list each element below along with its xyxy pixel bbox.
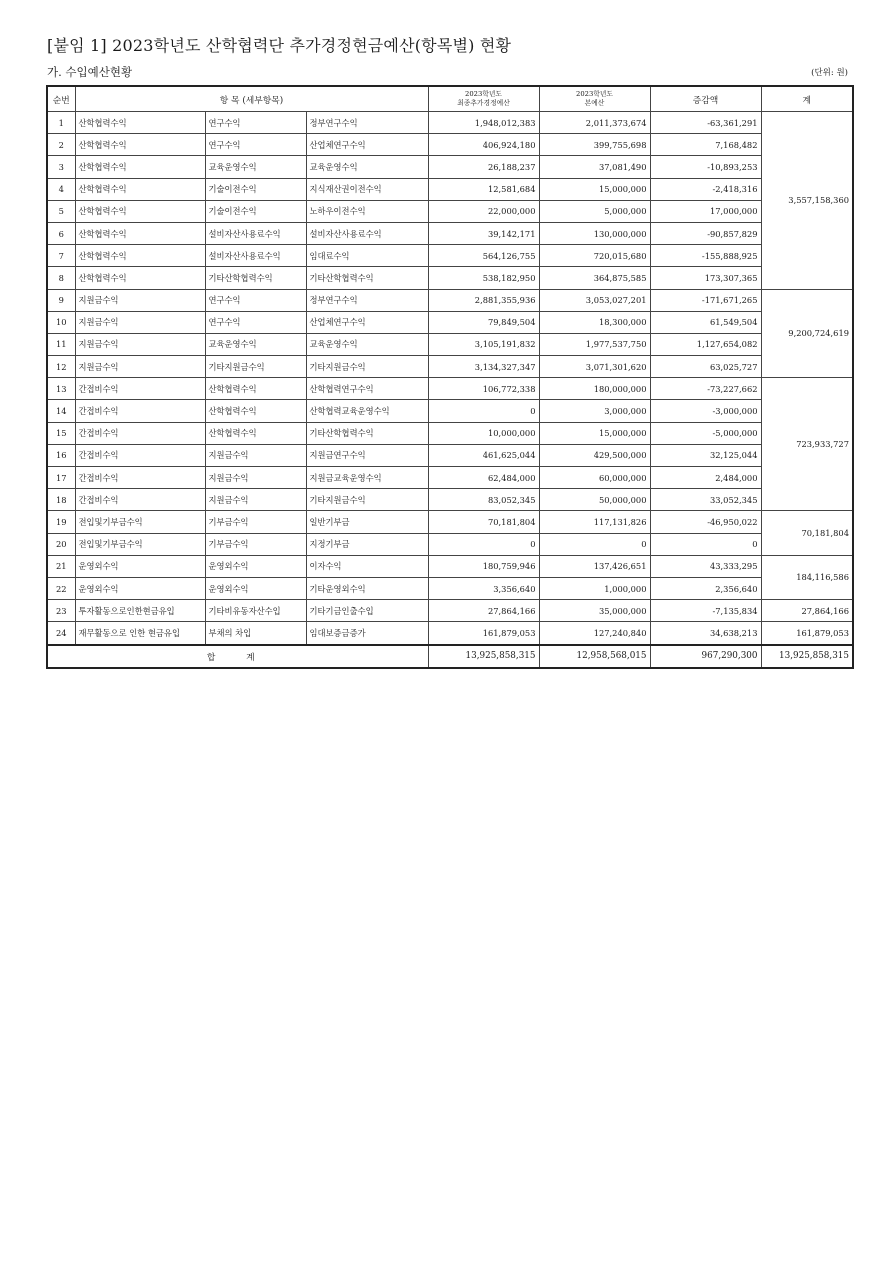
row-diff: 7,168,482	[650, 134, 761, 156]
row-category: 간접비수익	[75, 400, 205, 422]
grand-total-sum: 13,925,858,315	[761, 645, 853, 668]
row-category: 운영외수익	[75, 555, 205, 577]
row-subcategory: 지원금수익	[205, 444, 306, 466]
row-main-budget: 0	[539, 533, 650, 555]
row-number: 12	[47, 356, 75, 378]
row-final-budget: 26,188,237	[428, 156, 539, 178]
row-number: 23	[47, 600, 75, 622]
row-category: 산학협력수익	[75, 200, 205, 222]
row-main-budget: 37,081,490	[539, 156, 650, 178]
row-diff: 2,484,000	[650, 467, 761, 489]
header-main-line2: 본예산	[584, 99, 605, 107]
table-header-row	[47, 86, 853, 112]
header-main-budget	[539, 86, 650, 112]
row-main-budget: 1,977,537,750	[539, 333, 650, 355]
row-main-budget: 720,015,680	[539, 245, 650, 267]
unit-label: (단위: 원)	[811, 68, 848, 78]
row-number: 2	[47, 134, 75, 156]
row-diff: -73,227,662	[650, 378, 761, 400]
row-subcategory: 기술이전수익	[205, 178, 306, 200]
row-subcategory: 지원금수익	[205, 489, 306, 511]
row-number: 3	[47, 156, 75, 178]
row-subcategory: 설비자산사용료수익	[205, 245, 306, 267]
row-subcategory: 운영외수익	[205, 555, 306, 577]
row-detail-item: 지정기부금	[306, 533, 428, 555]
row-detail-item: 임대보증금증가	[306, 622, 428, 645]
row-number: 15	[47, 422, 75, 444]
row-category: 재무활동으로 인한 현금유입	[75, 622, 205, 645]
row-diff: 17,000,000	[650, 200, 761, 222]
row-diff: -7,135,834	[650, 600, 761, 622]
table-row	[47, 200, 853, 222]
row-number: 7	[47, 245, 75, 267]
group-total: 9,200,724,619	[761, 289, 853, 378]
revenue-budget-table	[46, 85, 854, 669]
row-number: 18	[47, 489, 75, 511]
row-main-budget: 3,071,301,620	[539, 356, 650, 378]
row-diff: 63,025,727	[650, 356, 761, 378]
row-number: 13	[47, 378, 75, 400]
row-diff: 0	[650, 533, 761, 555]
row-number: 6	[47, 222, 75, 244]
row-subcategory: 산학협력수익	[205, 400, 306, 422]
row-subcategory: 연구수익	[205, 311, 306, 333]
row-main-budget: 60,000,000	[539, 467, 650, 489]
table-row	[47, 112, 853, 134]
row-detail-item: 이자수익	[306, 555, 428, 577]
group-total: 3,557,158,360	[761, 112, 853, 290]
table-row	[47, 333, 853, 355]
row-category: 전입및기부금수익	[75, 533, 205, 555]
row-category: 간접비수익	[75, 378, 205, 400]
row-main-budget: 3,053,027,201	[539, 289, 650, 311]
row-main-budget: 180,000,000	[539, 378, 650, 400]
row-final-budget: 106,772,338	[428, 378, 539, 400]
table-row	[47, 622, 853, 645]
row-category: 간접비수익	[75, 489, 205, 511]
table-row	[47, 555, 853, 577]
row-final-budget: 22,000,000	[428, 200, 539, 222]
row-detail-item: 정부연구수익	[306, 112, 428, 134]
row-main-budget: 15,000,000	[539, 422, 650, 444]
row-detail-item: 산학협력교육운영수익	[306, 400, 428, 422]
row-number: 24	[47, 622, 75, 645]
row-main-budget: 3,000,000	[539, 400, 650, 422]
row-category: 전입및기부금수익	[75, 511, 205, 533]
grand-total-row	[47, 645, 853, 668]
table-row	[47, 577, 853, 599]
row-diff: -10,893,253	[650, 156, 761, 178]
row-number: 9	[47, 289, 75, 311]
row-main-budget: 18,300,000	[539, 311, 650, 333]
row-subcategory: 부채의 차입	[205, 622, 306, 645]
row-subcategory: 기타산학협력수익	[205, 267, 306, 289]
group-total: 27,864,166	[761, 600, 853, 622]
row-detail-item: 기타지원금수익	[306, 356, 428, 378]
row-category: 간접비수익	[75, 444, 205, 466]
row-detail-item: 교육운영수익	[306, 156, 428, 178]
row-final-budget: 12,581,684	[428, 178, 539, 200]
row-subcategory: 기타지원금수익	[205, 356, 306, 378]
group-total: 70,181,804	[761, 511, 853, 555]
group-total: 723,933,727	[761, 378, 853, 511]
header-main-line1: 2023학년도	[576, 90, 613, 98]
row-detail-item: 지원금연구수익	[306, 444, 428, 466]
row-final-budget: 27,864,166	[428, 600, 539, 622]
row-diff: -2,418,316	[650, 178, 761, 200]
row-detail-item: 기타산학협력수익	[306, 267, 428, 289]
row-diff: 173,307,365	[650, 267, 761, 289]
row-detail-item: 산업체연구수익	[306, 134, 428, 156]
row-diff: 34,638,213	[650, 622, 761, 645]
row-diff: 43,333,295	[650, 555, 761, 577]
row-category: 산학협력수익	[75, 222, 205, 244]
row-detail-item: 임대료수익	[306, 245, 428, 267]
row-main-budget: 364,875,585	[539, 267, 650, 289]
row-final-budget: 70,181,804	[428, 511, 539, 533]
row-number: 10	[47, 311, 75, 333]
header-diff: 증감액	[650, 86, 761, 112]
row-number: 11	[47, 333, 75, 355]
row-main-budget: 137,426,651	[539, 555, 650, 577]
row-final-budget: 161,879,053	[428, 622, 539, 645]
row-category: 지원금수익	[75, 356, 205, 378]
row-subcategory: 연구수익	[205, 289, 306, 311]
row-final-budget: 83,052,345	[428, 489, 539, 511]
row-subcategory: 기부금수익	[205, 511, 306, 533]
row-detail-item: 정부연구수익	[306, 289, 428, 311]
row-category: 산학협력수익	[75, 178, 205, 200]
row-category: 산학협력수익	[75, 156, 205, 178]
row-subcategory: 교육운영수익	[205, 156, 306, 178]
row-category: 산학협력수익	[75, 134, 205, 156]
row-diff: -5,000,000	[650, 422, 761, 444]
row-detail-item: 산업체연구수익	[306, 311, 428, 333]
row-detail-item: 기타지원금수익	[306, 489, 428, 511]
row-category: 투자활동으로인한현금유입	[75, 600, 205, 622]
row-main-budget: 50,000,000	[539, 489, 650, 511]
table-row	[47, 444, 853, 466]
row-subcategory: 기타비유동자산수입	[205, 600, 306, 622]
row-final-budget: 0	[428, 400, 539, 422]
row-diff: -63,361,291	[650, 112, 761, 134]
row-main-budget: 399,755,698	[539, 134, 650, 156]
row-category: 산학협력수익	[75, 267, 205, 289]
header-no: 순번	[47, 86, 75, 112]
row-final-budget: 1,948,012,383	[428, 112, 539, 134]
row-number: 17	[47, 467, 75, 489]
row-detail-item: 산학협력연구수익	[306, 378, 428, 400]
row-diff: 1,127,654,082	[650, 333, 761, 355]
row-final-budget: 0	[428, 533, 539, 555]
row-number: 19	[47, 511, 75, 533]
row-final-budget: 79,849,504	[428, 311, 539, 333]
row-detail-item: 설비자산사용료수익	[306, 222, 428, 244]
row-main-budget: 5,000,000	[539, 200, 650, 222]
row-number: 20	[47, 533, 75, 555]
row-category: 간접비수익	[75, 422, 205, 444]
table-row	[47, 267, 853, 289]
row-final-budget: 10,000,000	[428, 422, 539, 444]
table-row	[47, 378, 853, 400]
row-diff: 61,549,504	[650, 311, 761, 333]
row-diff: 2,356,640	[650, 577, 761, 599]
row-number: 21	[47, 555, 75, 577]
row-subcategory: 산학협력수익	[205, 378, 306, 400]
row-final-budget: 3,356,640	[428, 577, 539, 599]
row-final-budget: 62,484,000	[428, 467, 539, 489]
row-subcategory: 지원금수익	[205, 467, 306, 489]
group-total: 184,116,586	[761, 555, 853, 599]
row-category: 지원금수익	[75, 311, 205, 333]
row-subcategory: 기술이전수익	[205, 200, 306, 222]
row-final-budget: 3,105,191,832	[428, 333, 539, 355]
row-main-budget: 15,000,000	[539, 178, 650, 200]
row-detail-item: 지식재산권이전수익	[306, 178, 428, 200]
table-row	[47, 222, 853, 244]
row-detail-item: 일반기부금	[306, 511, 428, 533]
grand-total-main: 12,958,568,015	[539, 645, 650, 668]
row-number: 8	[47, 267, 75, 289]
header-total: 계	[761, 86, 853, 112]
row-main-budget: 127,240,840	[539, 622, 650, 645]
row-number: 22	[47, 577, 75, 599]
grand-total-final: 13,925,858,315	[428, 645, 539, 668]
table-row	[47, 356, 853, 378]
grand-total-diff: 967,290,300	[650, 645, 761, 668]
row-subcategory: 연구수익	[205, 134, 306, 156]
table-row	[47, 467, 853, 489]
row-diff: -90,857,829	[650, 222, 761, 244]
table-row	[47, 422, 853, 444]
row-diff: -46,950,022	[650, 511, 761, 533]
row-subcategory: 기부금수익	[205, 533, 306, 555]
row-final-budget: 180,759,946	[428, 555, 539, 577]
section-title: 가. 수입예산현황	[47, 65, 133, 79]
row-subcategory: 연구수익	[205, 112, 306, 134]
header-final-line1: 2023학년도	[465, 90, 502, 98]
row-main-budget: 130,000,000	[539, 222, 650, 244]
table-row	[47, 156, 853, 178]
row-number: 5	[47, 200, 75, 222]
row-number: 1	[47, 112, 75, 134]
row-subcategory: 운영외수익	[205, 577, 306, 599]
row-detail-item: 기타산학협력수익	[306, 422, 428, 444]
row-main-budget: 429,500,000	[539, 444, 650, 466]
row-final-budget: 3,134,327,347	[428, 356, 539, 378]
grand-total-label: 합 계	[47, 645, 428, 668]
row-diff: -171,671,265	[650, 289, 761, 311]
row-final-budget: 406,924,180	[428, 134, 539, 156]
row-category: 산학협력수익	[75, 245, 205, 267]
table-row	[47, 600, 853, 622]
row-detail-item: 기타운영외수익	[306, 577, 428, 599]
row-subcategory: 산학협력수익	[205, 422, 306, 444]
row-detail-item: 교육운영수익	[306, 333, 428, 355]
table-row	[47, 311, 853, 333]
row-final-budget: 2,881,355,936	[428, 289, 539, 311]
row-subcategory: 설비자산사용료수익	[205, 222, 306, 244]
table-row	[47, 489, 853, 511]
header-final-line2: 최종추가경정예산	[457, 99, 510, 107]
row-diff: -155,888,925	[650, 245, 761, 267]
table-row	[47, 289, 853, 311]
row-diff: 33,052,345	[650, 489, 761, 511]
document-title: [붙임 1] 2023학년도 산학협력단 추가경정현금예산(항목별) 현황	[47, 36, 512, 55]
row-number: 4	[47, 178, 75, 200]
table-row	[47, 178, 853, 200]
row-diff: -3,000,000	[650, 400, 761, 422]
row-detail-item: 노하우이전수익	[306, 200, 428, 222]
group-total: 161,879,053	[761, 622, 853, 645]
row-category: 지원금수익	[75, 289, 205, 311]
row-diff: 32,125,044	[650, 444, 761, 466]
row-category: 운영외수익	[75, 577, 205, 599]
header-final-budget	[428, 86, 539, 112]
row-number: 16	[47, 444, 75, 466]
row-final-budget: 39,142,171	[428, 222, 539, 244]
row-subcategory: 교육운영수익	[205, 333, 306, 355]
row-final-budget: 461,625,044	[428, 444, 539, 466]
table-row	[47, 134, 853, 156]
table-row	[47, 245, 853, 267]
row-final-budget: 564,126,755	[428, 245, 539, 267]
header-item: 항 목 (세부항목)	[75, 86, 428, 112]
row-number: 14	[47, 400, 75, 422]
row-main-budget: 35,000,000	[539, 600, 650, 622]
table-row	[47, 400, 853, 422]
row-category: 간접비수익	[75, 467, 205, 489]
table-row	[47, 511, 853, 533]
row-detail-item: 지원금교육운영수익	[306, 467, 428, 489]
row-main-budget: 2,011,373,674	[539, 112, 650, 134]
row-category: 산학협력수익	[75, 112, 205, 134]
row-main-budget: 1,000,000	[539, 577, 650, 599]
row-detail-item: 기타기금인출수입	[306, 600, 428, 622]
row-category: 지원금수익	[75, 333, 205, 355]
row-final-budget: 538,182,950	[428, 267, 539, 289]
table-row	[47, 533, 853, 555]
row-main-budget: 117,131,826	[539, 511, 650, 533]
